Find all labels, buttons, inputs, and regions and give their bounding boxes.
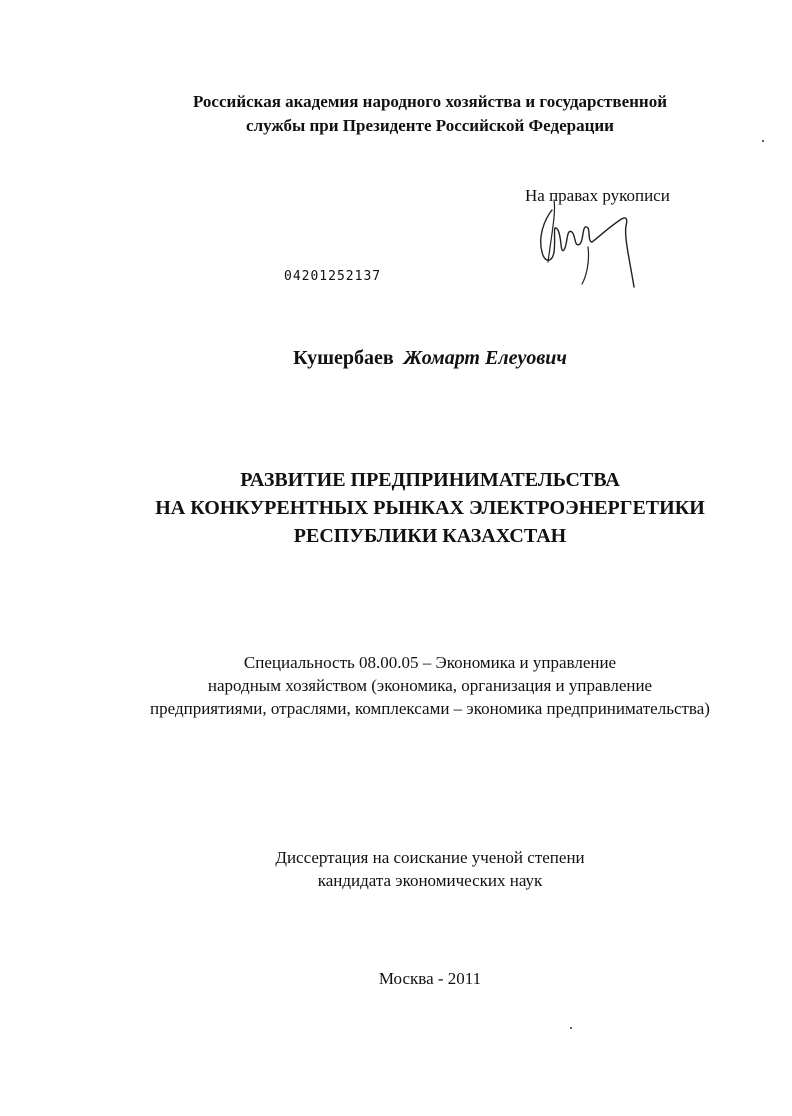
signature-image xyxy=(530,192,660,297)
author-name xyxy=(34,347,792,370)
scan-speck xyxy=(762,140,764,142)
degree-line: Диссертация на соискание ученой степени xyxy=(275,848,585,867)
specialty-block xyxy=(34,651,792,720)
scan-speck xyxy=(570,1027,572,1029)
author-surname: Кушербаев xyxy=(293,347,394,369)
dissertation-title xyxy=(34,466,792,550)
specialty-line: предприятиями, отраслями, комплексами – экономика предпринимательства) xyxy=(150,699,710,718)
specialty-line: народным хозяйством (экономика, организация и управление xyxy=(207,676,653,695)
manuscript-note: На правах рукописи xyxy=(525,186,670,205)
degree-block xyxy=(34,846,792,892)
city-year: Москва - 2011 xyxy=(378,969,482,988)
title-line: НА КОНКУРЕНТНЫХ РЫНКАХ ЭЛЕКТРОЭНЕРГЕТИКИ xyxy=(155,497,705,519)
author-given-names: Жомарт Елеуович xyxy=(403,347,567,369)
title-line: РЕСПУБЛИКИ КАЗАХСТАН xyxy=(293,525,567,547)
title-line: РАЗВИТИЕ ПРЕДПРИНИМАТЕЛЬСТВА xyxy=(240,469,620,491)
specialty-line: Специальность 08.00.05 – Экономика и управление xyxy=(243,653,617,672)
institution-line: Российская академия народного хозяйства и государственной xyxy=(192,92,668,111)
institution-name xyxy=(34,90,792,138)
degree-line: кандидата экономических наук xyxy=(317,871,543,890)
institution-line: службы при Президенте Российской Федерации xyxy=(246,116,614,135)
registration-code: 04201252137 xyxy=(284,269,382,284)
